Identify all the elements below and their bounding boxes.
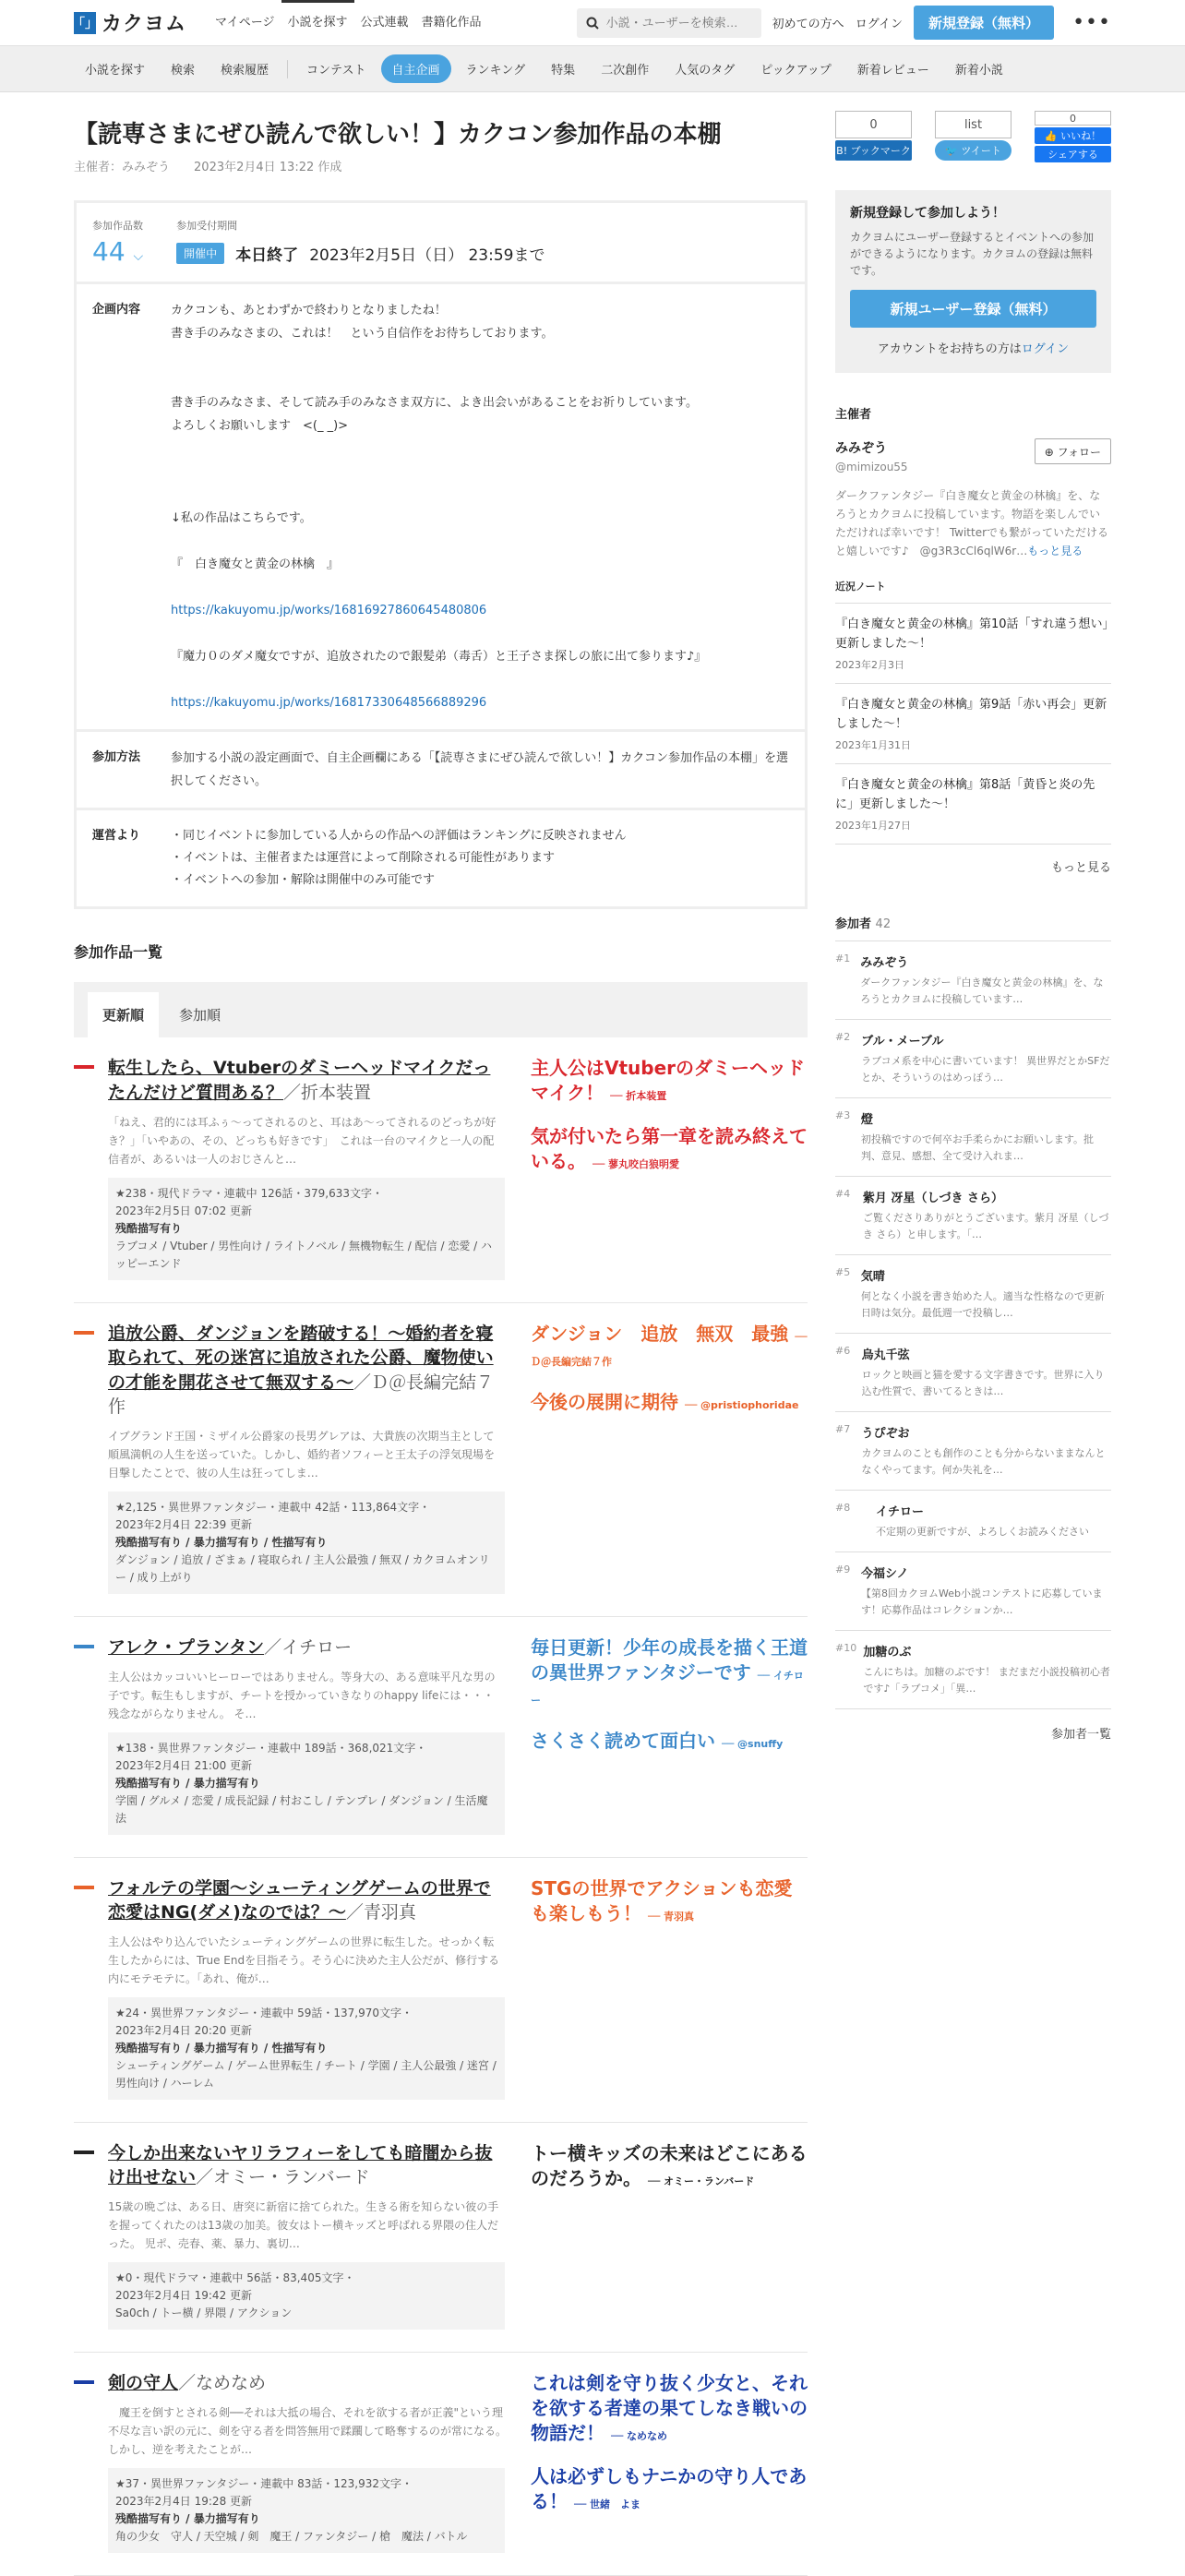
logo-icon: 「」 [74,12,96,34]
review[interactable] [531,1635,808,1710]
subnav-pickup[interactable]: ピックアップ [760,64,832,78]
participant-name: 燈 [860,1113,873,1127]
join-login-link[interactable]: ログイン [1021,342,1070,356]
participant-desc: ダークファンタジー『白き魔女と黄金の林檎』を、なろうとカクヨムに投稿しています… [860,976,1104,1005]
work-title-link[interactable]: アレク・プランタン [108,1636,265,1658]
work-tags[interactable]: 角の少女 守人 / 天空城 / 剣 魔王 / ファンタジー / 槍 魔法 / バトル [115,2529,468,2543]
sidebar [835,92,1111,2576]
review[interactable] [531,1729,808,1754]
review-author: ── なめなめ [610,2429,668,2442]
created-date: 2023年2月4日 13:22 作成 [194,161,342,175]
review[interactable] [531,1056,808,1106]
participant-desc: ロックと映画と猫を愛する文字書きです。世界に入り込む性質で、書いてるときは… [861,1369,1105,1397]
fb-count: 0 [1035,111,1111,126]
method-text: 参加する小説の設定画面で、自主企画欄にある「【読専さまにぜひ読んで欲しい！】カクコン参加作品の本棚」を選択してください。 [171,751,788,789]
work-item [74,1617,808,1858]
work-updated: 2023年2月4日 20:20 更新 [115,2023,253,2037]
participant-desc: 何となく小説を書き始めた人。適当な性格なので更新日時は気分。最低週一で投稿し… [860,1290,1105,1319]
note-date: 2023年1月27日 [835,820,911,832]
work-stats: ★0・現代ドラマ・連載中 56話・83,405文字・ [115,2270,355,2284]
hatena-count: 0 [835,111,912,138]
works-count[interactable] [92,218,143,267]
nav-search-novels[interactable]: 小説を探す [281,0,354,46]
period-label: 参加受付期間 [176,220,238,233]
subnav-fanfic[interactable]: 二次創作 [601,64,650,78]
work-title [108,1876,505,1925]
content-line: 書き手のみなさま、そして読み手のみなさま双方に、よき出会いがあることをお祈りしています。 [171,396,698,411]
review-text: これは剣を守り抜く少女と、それを欲する者達の果てしなき戦いの物語だ！ [531,2371,808,2444]
notes-more-link[interactable]: もっと見る [1050,861,1111,875]
work-reviews [531,1056,808,1279]
work-color-bar [74,2151,94,2154]
review-author: ── Ｄ＠長編完結７作 [531,1330,808,1368]
notes-heading: 近況ノート [835,579,1111,604]
logo[interactable] [74,8,186,37]
host-heading: 主催者 [835,408,872,422]
work-info [108,1997,505,2100]
review-text: さくさく読めて面白い [531,1729,715,1752]
participant-desc: ラブコメ系を中心に書いています！ 異世界だとかSFだとか、そういうのはめっぽう… [861,1055,1110,1084]
work-title [108,2141,505,2190]
work-reviews [531,2371,808,2553]
participant-body [876,1502,1089,1540]
review[interactable] [531,1390,808,1415]
participants-heading [835,914,1111,941]
end-label: 本日終了 [235,246,299,266]
status-badge: 開催中 [176,243,224,264]
chevron-down-icon: ⌵ [133,249,144,265]
work-stats: ★2,125・異世界ファンタジー・連載中 42話・113,864文字・ [115,1500,431,1514]
note-item[interactable] [835,684,1111,764]
subnav-contest[interactable]: コンテスト [306,64,366,78]
search-icon [586,17,599,30]
participant-desc: 【第8回カクヨムWeb小説コンテストに応募しています！応募作品はコレクションか… [860,1588,1103,1616]
review-author: ── @pristiophoridae [684,1398,799,1411]
works-count-label: 参加作品数 [92,220,143,233]
work-color-bar [74,1645,94,1648]
participant-body [861,1109,1111,1165]
host-label[interactable]: 主催者：みみぞう [74,161,171,175]
content-line: ↓私の作品はこちらです。 [171,511,312,526]
work-title [108,1056,505,1105]
participant-rank: #5 [835,1266,851,1278]
work-title [108,2371,505,2396]
participant-item[interactable] [835,1491,1111,1552]
subnav-new-novels[interactable]: 新着小説 [954,64,1003,78]
participant-item[interactable] [835,1412,1111,1491]
work-stats: ★37・異世界ファンタジー・連載中 83話・123,932文字・ [115,2476,413,2490]
tab-updated[interactable]: 更新順 [88,992,159,1037]
work-item [74,1303,808,1617]
participant-item[interactable] [835,1255,1111,1334]
work-desc: 魔王を倒すとされる剣──それは大抵の場合、それを欲する者が正義"という理不尽な言い訳の元に、剣を守る者を問答無用で蹂躙して略奪するのが常になる。 しかし、逆を考えたことが… [108,2405,513,2456]
sort-tabs [74,982,808,1037]
host-name[interactable]: みみぞう [835,441,887,456]
work-title [108,1635,505,1660]
participant-body [862,1423,1111,1479]
review[interactable] [531,1124,808,1174]
participant-body [863,1188,1111,1243]
work-info [108,2262,505,2330]
review-author: ── イチロー [531,1669,804,1707]
participant-body [861,1031,1111,1086]
participant-rank: #3 [835,1109,851,1121]
note-date: 2023年2月3日 [835,659,904,671]
hatena-bookmark[interactable] [835,111,912,162]
work-body [108,2141,505,2330]
review-author: ── 蓼丸咬白狼明愛 [592,1158,680,1171]
content-line: 『 白き魔女と黄金の林檎 』 [171,557,340,572]
work-updated: 2023年2月4日 22:39 更新 [115,1517,253,1531]
work-tags[interactable]: シューティングゲーム / ゲーム世界転生 / チート / 学園 / 主人公最強 / 迷宮 / 男性向け / ハーレム [115,2058,497,2090]
end-date: 2023年2月5日（日） 23:59まで [309,246,545,266]
participant-rank: #9 [835,1564,851,1576]
note-item[interactable] [835,764,1111,845]
work-flags: 残酷描写有り / 暴力描写有り [115,1776,260,1790]
work-url-link[interactable]: https://kakuyomu.jp/works/16816927860645480806 [171,604,487,618]
rules-label: 運営より [92,829,141,844]
review-author: ── オミー・ランバード [647,2175,755,2187]
review-author: ── @snuffy [721,1737,784,1750]
note-date: 2023年1月31日 [835,739,911,751]
page-title: 【読専さまにぜひ読んで欲しい！】カクコン参加作品の本棚 [74,121,722,149]
content-label: 企画内容 [92,303,141,318]
work-author[interactable]: ／オミー・ランバード [196,2167,370,2188]
work-updated: 2023年2月4日 19:28 更新 [115,2494,253,2508]
event-content [171,299,706,714]
work-reviews [531,1876,808,2100]
work-desc: 「ねえ、君的には耳ふぅ～ってされるのと、耳はあ～ってされるのどっちが好き？」「いやあの、その、どっちも好きです」 これは一台のマイクと一人の配信者が、あるいは一人のおじさんと… [108,1115,497,1166]
participant-item[interactable] [835,1020,1111,1098]
participant-name: 加糖のぶ [863,1646,912,1659]
content-line: よろしくお願いします <(_ _)> [171,419,349,434]
work-reviews [531,2141,808,2330]
work-tags[interactable]: ダンジョン / 追放 / ざまぁ / 寝取られ / 主人公最強 / 無双 / カクヨムオンリー / 成り上がり [115,1552,490,1584]
review-text: 主人公はVtuberのダミーヘッドマイク！ [531,1057,806,1105]
participant-rank: #2 [835,1031,851,1043]
period [176,218,545,265]
note-title: 『白き魔女と黄金の林檎』第9話「赤い再会」更新しました～！ [835,698,1107,731]
content-line: 書き手のみなさまの、これは！ という自信作をお待ちしております。 [171,327,554,341]
work-title-link[interactable]: フォルテの学園～シューティングゲームの世界で恋愛はNG(ダメ)なのでは？～ [108,1877,491,1923]
event-meta [74,157,808,174]
thumbs-up-icon: 👍 [1044,129,1058,142]
rule-item: ・イベントは、主催者または運営によって削除される可能性があります [171,851,556,866]
work-title-link[interactable]: 追放公爵、ダンジョンを踏破する！～婚約者を寝取られて、死の迷宮に追放された公爵、魔物使いの才能を開花させて無双する～ [108,1323,494,1393]
participant-body [860,953,1111,1008]
user-plus-icon: ⊕ [1044,446,1054,459]
work-title [108,1322,505,1420]
participant-name: 気晴 [860,1270,885,1284]
content-line: カクコンも、あとわずかで終わりとなりましたね！ [171,304,447,318]
work-body [108,1635,505,1835]
nav-books[interactable]: 書籍化作品 [421,15,482,30]
content-line: 『魔力０のダメ魔女ですが、追放されたので銀髪弟（毒舌）と王子さま探しの旅に出て参ります♪』 [171,650,707,665]
nav-mypage[interactable]: マイページ [215,15,275,30]
work-stats: ★24・異世界ファンタジー・連載中 59話・137,970文字・ [115,2006,413,2019]
review[interactable] [531,1876,808,1926]
follow-button[interactable] [1035,438,1111,464]
participant-rank: #6 [835,1345,851,1357]
rule-item: ・同じイベントに参加している人からの作品への評価はランキングに反映されません [171,829,627,844]
first-time-link[interactable]: 初めての方へ [772,18,844,31]
participant-rank: #10 [835,1642,857,1654]
review-author: ── 折本装置 [610,1090,667,1103]
works-list [74,1037,808,2575]
search-input[interactable] [606,16,745,30]
work-color-bar [74,1886,94,1889]
subnav-new-reviews[interactable]: 新着レビュー [856,64,929,78]
work-flags: 残酷描写有り / 暴力描写有り [115,2511,260,2525]
participant-rank: #7 [835,1423,851,1435]
participant-item[interactable] [835,1098,1111,1177]
participant-desc: カクヨムのことも創作のことも分からないままなんとなくやってます。何か失礼を… [861,1447,1106,1476]
work-body [108,2371,513,2553]
review-text: 気が付いたら第一章を読み終えている。 [531,1125,808,1173]
participant-item[interactable] [835,941,1111,1020]
participant-desc: こんにちは。加糖のぶです！ まだまだ小説投稿初心者です♪「ラブコメ」「異… [863,1666,1110,1695]
works-heading: 参加作品一覧 [74,943,163,962]
tweet-button[interactable]: ツイート [961,145,1001,157]
work-reviews [531,1635,808,1835]
host-more-link[interactable]: もっと見る [1027,545,1083,557]
work-author[interactable]: ／イチロー [264,1636,353,1658]
global-nav [209,0,488,46]
participant-body [863,1642,1111,1697]
follow-label: フォロー [1057,446,1101,459]
work-reviews [531,1322,808,1594]
note-item[interactable] [835,604,1111,684]
nav-official[interactable]: 公式連載 [360,15,409,30]
review-text: トー横キッズの未来はどこにあるのだろうか。 [531,2141,808,2189]
participant-rank: #8 [835,1502,851,1514]
work-color-bar [74,1331,94,1335]
work-info [108,1492,505,1594]
rule-item: ・イベントへの参加・解除は開催中のみ可能です [171,873,436,888]
review[interactable] [531,2464,808,2514]
review-text: 今後の展開に期待 [531,1390,678,1413]
participant-name: うぴぞお [861,1427,910,1441]
work-color-bar [74,1065,94,1069]
work-desc: イブグランド王国・ミザイル公爵家の長男グレアは、大貴族の次期当主として順風満帆の人生を送っていた。しかし、婚約者ソフィーと王太子の浮気現場を目撃したことで、彼の人生は狂ってしま… [108,1429,496,1480]
login-link[interactable]: ログイン [855,18,904,31]
subnav-popular-tags[interactable]: 人気のタグ [675,64,736,78]
divider [287,60,288,78]
subnav-history[interactable]: 検索履歴 [221,64,269,78]
participants-all-link[interactable]: 参加者一覧 [1050,1728,1111,1742]
work-updated: 2023年2月4日 19:42 更新 [115,2288,253,2302]
work-info [108,1732,505,1835]
participant-item[interactable] [835,1631,1111,1709]
review[interactable] [531,2371,808,2446]
twitter-icon: 🐦 [945,144,958,157]
participant-name: みみぞう [860,956,909,970]
work-title-link[interactable]: 転生したら、Vtuberのダミーヘッドマイクだったんだけど質問ある？ [108,1058,491,1103]
review[interactable] [531,2141,808,2191]
tab-joined[interactable]: 参加順 [179,1007,221,1024]
work-body [108,1056,505,1279]
review-text: 毎日更新！少年の成長を描く王道の異世界ファンタジーです [531,1635,808,1683]
work-flags: 残酷描写有り [115,1221,183,1235]
work-info [108,1178,505,1280]
participant-rank: #1 [835,953,851,965]
work-body [108,1876,505,2100]
main-column [74,92,808,2576]
participant-body [861,1266,1111,1322]
participant-name: イチロー [876,1505,925,1519]
event-detail-box [74,200,808,909]
work-updated: 2023年2月4日 21:00 更新 [115,1758,253,1772]
work-updated: 2023年2月5日 07:02 更新 [115,1204,253,1217]
work-tags[interactable]: 学園 / グルメ / 恋愛 / 成長記録 / 村おこし / テンプレ / ダンジョン / 生活魔法 [115,1793,488,1825]
participants-list [835,941,1111,1709]
work-tags[interactable]: ラブコメ / Vtuber / 男性向け / ライトノベル / 無機物転生 / 配信 / 恋愛 / ハッピーエンド [115,1239,492,1270]
subnav-find[interactable]: 小説を探す [85,64,146,78]
host-desc: ダークファンタジー『白き魔女と黄金の林檎』を、なろうとカクヨムに投稿しています。物語を楽しんでいただければ幸いです！ Twitterでも繋がっていただけると嬉しいです♪ @g3R3cCl6qlW6r… [835,489,1109,557]
subnav-user-events[interactable]: 自主企画 [381,54,451,83]
hatena-bookmark-button[interactable]: B! ブックマーク [835,140,912,161]
notes-list [835,604,1111,845]
work-desc: 主人公はやり込んでいたシューティングゲームの世界に転生した。せっかく転生したからには、True Endを目指そう。そう心に決めた主人公だが、修行する内にモテモテに。「あれ、俺が… [108,1935,500,1985]
register-button[interactable]: 新規登録（無料） [914,6,1054,40]
sub-nav [0,46,1185,92]
header [0,0,1185,46]
participant-desc: 不定期の更新ですが、よろしくお読みください [876,1526,1089,1538]
work-author[interactable]: ／青羽真 [345,1902,416,1923]
work-url-link[interactable]: https://kakuyomu.jp/works/16817330648566889296 [171,696,487,711]
share-buttons [835,111,1111,162]
work-title-link[interactable]: 剣の守人 [108,2372,179,2393]
work-color-bar [74,2380,94,2384]
note-title: 『白き魔女と黄金の林檎』第10話「すれ違う想い」更新しました～！ [835,617,1109,651]
rules-list [171,825,627,892]
list-box: list [935,111,1011,138]
work-author[interactable]: ／Ｄ＠長編完結７作 [108,1372,495,1418]
join-title: 新規登録して参加しよう！ [850,206,1005,221]
work-body [108,1322,505,1594]
work-title-link[interactable]: 今しか出来ないヤリラフィーをしても暗闇から抜け出せない [108,2142,493,2188]
facebook[interactable] [1035,111,1111,162]
review-text: STGの世界でアクションも恋愛も楽しもう！ [531,1876,793,1924]
fb-like-button[interactable]: いいね！ [1060,130,1102,142]
work-info [108,2468,505,2553]
fb-share-button[interactable]: シェアする [1047,149,1098,161]
work-flags: 残酷描写有り / 暴力描写有り / 性描写有り [115,1535,328,1549]
works-count-value: 44 [92,236,126,268]
review-author: ── 世緒 よま [573,2498,641,2510]
host-id: @mimizou55 [835,461,908,473]
have-account-text: アカウントをお持ちの方は [877,342,1022,356]
review-text: ダンジョン 追放 無双 最強 [531,1322,789,1345]
review-author: ── 青羽真 [647,1910,695,1923]
work-tags[interactable]: Sa0ch / トー横 / 界隈 / アクション [115,2306,293,2319]
work-desc: 15歳の晩ごは、ある日、唐突に新宿に捨てられた。生きる術を知らない彼の手を握ってくれたのは13歳の加美。彼女はトー横キッズと呼ばれる界隈の住人だった。 児ポ、売春、薬、暴力、裏切… [108,2199,499,2250]
work-item [74,2353,808,2576]
participant-desc: 初投稿ですので何卒お手柔らかにお願いします。批判、意見、感想、全て受け入れま… [860,1133,1094,1162]
work-item [74,2123,808,2353]
method-label: 参加方法 [92,750,141,765]
work-author[interactable]: ／なめなめ [178,2372,267,2393]
work-stats: ★138・異世界ファンタジー・連載中 189話・368,021文字・ [115,1741,427,1755]
participant-name: 烏丸千弦 [861,1348,910,1362]
work-flags: 残酷描写有り / 暴力描写有り / 性描写有り [115,2041,328,2055]
participant-rank: #4 [835,1188,851,1200]
participant-item[interactable] [835,1334,1111,1412]
work-stats: ★238・現代ドラマ・連載中 126話・379,633文字・ [115,1186,384,1200]
participants-count: 42 [875,917,892,931]
participant-body [862,1345,1111,1400]
work-item [74,1037,808,1302]
subnav-features[interactable]: 特集 [551,64,576,78]
participant-desc: ご覧くださりありがとうございます。紫月 冴星（しづき さら）と申します。「… [862,1212,1109,1240]
more-menu-icon[interactable]: ••• [1072,11,1111,34]
participant-item[interactable] [835,1552,1111,1631]
review[interactable] [531,1322,808,1372]
join-panel [835,190,1111,373]
participant-item[interactable] [835,1177,1111,1255]
work-item [74,1858,808,2123]
participant-name: 紫月 冴星（しづき さら） [862,1192,1003,1205]
tweet[interactable] [935,111,1011,162]
subnav-ranking[interactable]: ランキング [465,64,526,78]
subnav-search[interactable]: 検索 [171,64,196,78]
brand-name: カクヨム [102,13,187,36]
participant-name: 今福シノ [860,1567,909,1581]
participants-label: 参加者 [835,917,872,931]
work-author[interactable]: ／折本装置 [283,1082,372,1103]
join-register-button[interactable]: 新規ユーザー登録（無料） [850,290,1096,328]
note-title: 『白き魔女と黄金の林檎』第8話「黄昏と炎の先に」更新しました～！ [835,778,1095,811]
review-text: 人は必ずしもナニかの守り人である！ [531,2464,808,2512]
participant-name: ブル・メーブル [861,1035,944,1048]
work-desc: 主人公はカッコいいヒーローではありません。等身大の、ある意味平凡な男の子です。転生もしますが、チートを授かっていきなりのhappy lifeには・・・残念ながらなりません。 そ… [108,1670,496,1720]
join-desc: カクヨムにユーザー登録するとイベントへの参加ができるようになります。カクヨムの登録は無料です。 [850,231,1095,277]
participant-body [861,1564,1111,1619]
search-box[interactable] [577,8,761,38]
